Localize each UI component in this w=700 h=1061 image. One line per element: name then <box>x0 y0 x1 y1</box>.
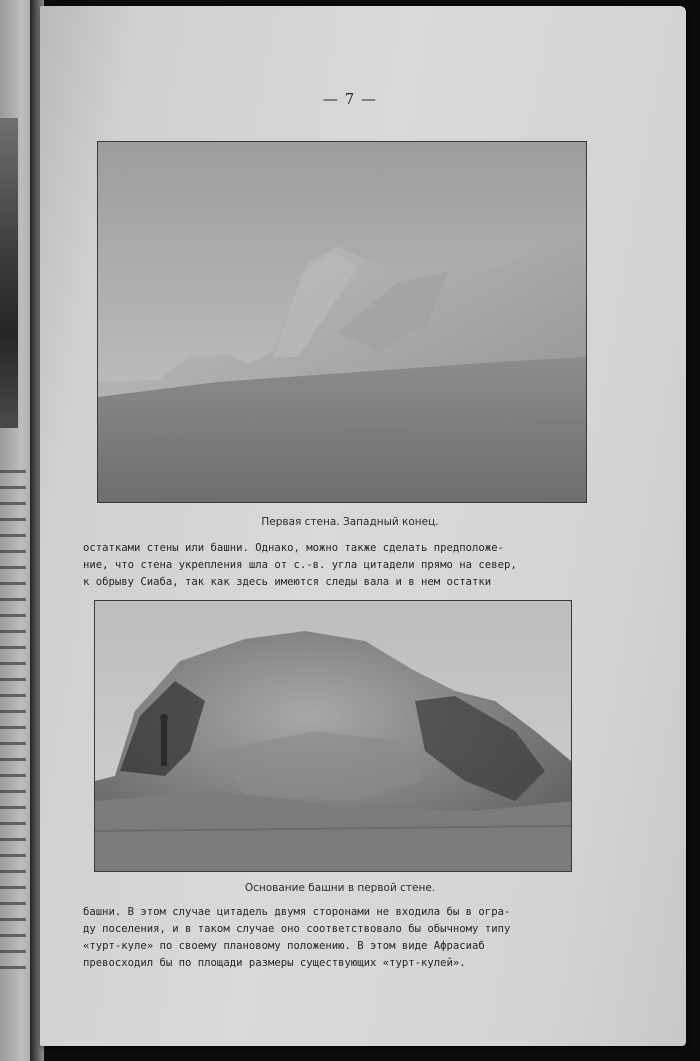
text-line: превосходил бы по площади размеры существующих «турт-кулей». <box>83 957 466 969</box>
book-page <box>40 6 686 1046</box>
text-line: «турт-куле» по своему плановому положению. В этом виде Афрасиаб <box>83 940 485 952</box>
figure-wall-caption: Первая стена. Западный конец. <box>261 516 439 528</box>
page-number: — 7 — <box>322 90 378 108</box>
body-paragraph <box>83 540 603 591</box>
text-line: к обрыву Сиаба, так как здесь имеются следы вала и в нем остатки <box>83 576 492 588</box>
figure-tower-caption: Основание башни в первой стене. <box>244 882 436 894</box>
text-line: ду поселения, и в таком случае оно соответствовало бы обычному типу <box>83 923 511 935</box>
text-line: остатками стены или башни. Однако, можно также сделать предположе- <box>83 542 504 554</box>
adjacent-page-photo <box>0 118 18 428</box>
figure-tower-photo <box>94 600 572 872</box>
adjacent-page-text <box>0 470 32 982</box>
text-line: башни. В этом случае цитадель двумя сторонами не входила бы в огра- <box>83 906 511 918</box>
figure-wall-photo <box>97 141 587 503</box>
body-paragraph <box>83 904 603 972</box>
text-line: ние, что стена укрепления шла от с.-в. угла цитадели прямо на север, <box>83 559 517 571</box>
